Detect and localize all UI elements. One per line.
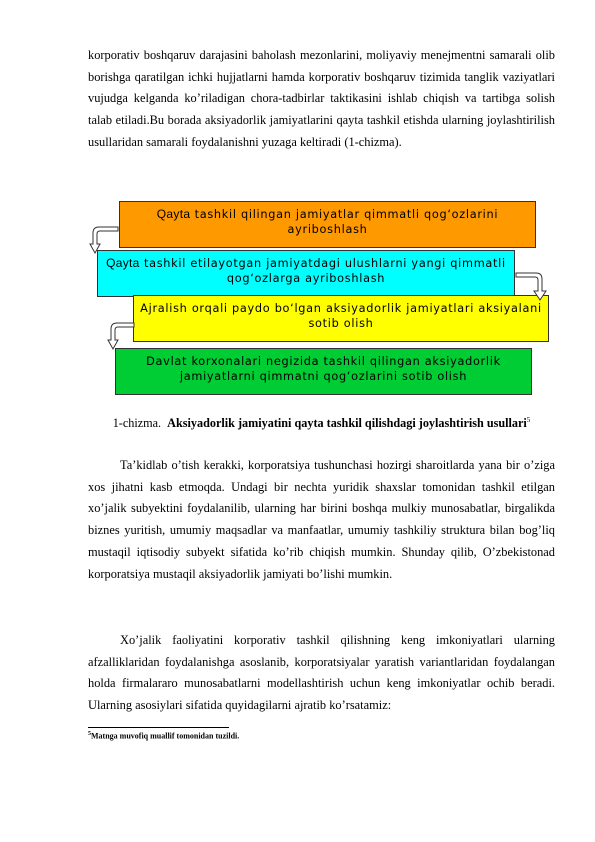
footnote-divider (88, 727, 229, 728)
footnote-text: Matnga muvofiq muallif tomonidan tuzildi. (91, 731, 240, 741)
diagram-box-4 (115, 348, 532, 395)
left-connector-arrow-2 (108, 320, 138, 354)
footnote (88, 731, 239, 741)
footnote-number: 5 (88, 731, 91, 737)
diagram-box-3 (133, 295, 549, 342)
diagram-box-2-text: tashkil etilayotgan jamiyatdagi ulushlarni yangi qimmatli qog‘ozlarga ayriboshlash (143, 257, 506, 285)
left-connector-arrow-1 (90, 224, 122, 258)
body-paragraph-1: Ta’kidlab o’tish kerakki, korporatsiya tushunchasi hozirgi sharoitlarda yana bir o’ziga xos jihatni kasb etmoqda. Undagi bir nechta yuridik shaxslar tomonidan tashkil etilgan xo’jalik subyektini foydalanilib, ularning har birini boshqa mulkiy munosabatlar, birgalikda biznes yuritish, umumiy maqsadlar va manfaatlar, umumiy tashkiliy struktura bilan bog’liq mustaqil iqtisodiy subyekt sifatida ko’rib chiqish mumkin. Shunday qilib, O’zbekistonad korporatsiya mustaqil aksiyadorlik jamiyati bo’lishi mumkin. (88, 458, 555, 581)
figure-caption (88, 413, 555, 430)
diagram-box-4-text: Davlat korxonalari negizida tashkil qilingan aksiyadorlik jamiyatlarni qimmatni qog‘ozlarini sotib olish (146, 355, 501, 383)
diagram-box-3-text: Ajralish orqali paydo bo‘lgan aksiyadorlik jamiyatlari aksiyalani sotib olish (140, 302, 542, 330)
diagram-box-1-lead: Qayta (156, 207, 191, 221)
right-connector-arrow (514, 270, 548, 304)
diagram-box-2 (97, 250, 515, 297)
caption-footnote-ref: 5 (526, 416, 531, 424)
diagram-box-2-lead: Qayta (106, 256, 140, 270)
diagram-box-1-text: tashkil qilingan jamiyatlar qimmatli qog‘ozlarini ayriboshlash (194, 208, 499, 236)
caption-number: 1-chizma. (112, 416, 162, 431)
intro-paragraph: korporativ boshqaruv darajasini baholash mezonlarini, moliyaviy menejmentni samarali olib borishga qaratilgan ichki hujjatlarni hamda korporativ boshqaruv tizimida tanglik vaziyatlari vujudga kelganda ko’riladigan chora-tadbirlar taktikasini ishlab chiqish va tartibga solish talab etiladi.Bu borada aksiyadorlik jamiyatlarini qayta tashkil etishda ularning joylashtirilish usullaridan samarali foydalanishni yuzaga keltiradi (1-chizma). (88, 48, 555, 149)
caption-title: Aksiyadorlik jamiyatini qayta tashkil qilishdagi joylashtirish usullari (167, 416, 527, 431)
body-paragraph-2: Xo’jalik faoliyatini korporativ tashkil qilishning keng imkoniyatlari ularning afzalliklaridan foydalanishga asoslanib, korporatsiyalar yaratish variantlaridan foydalangan holda firmalararo munosabatlarni modellashtirish uchun keng imkoniyatlar ochib beradi. Ularning asosiylari sifatida quyidagilarni ajratib ko’rsatamiz: (88, 633, 555, 713)
diagram-box-1 (119, 201, 536, 248)
